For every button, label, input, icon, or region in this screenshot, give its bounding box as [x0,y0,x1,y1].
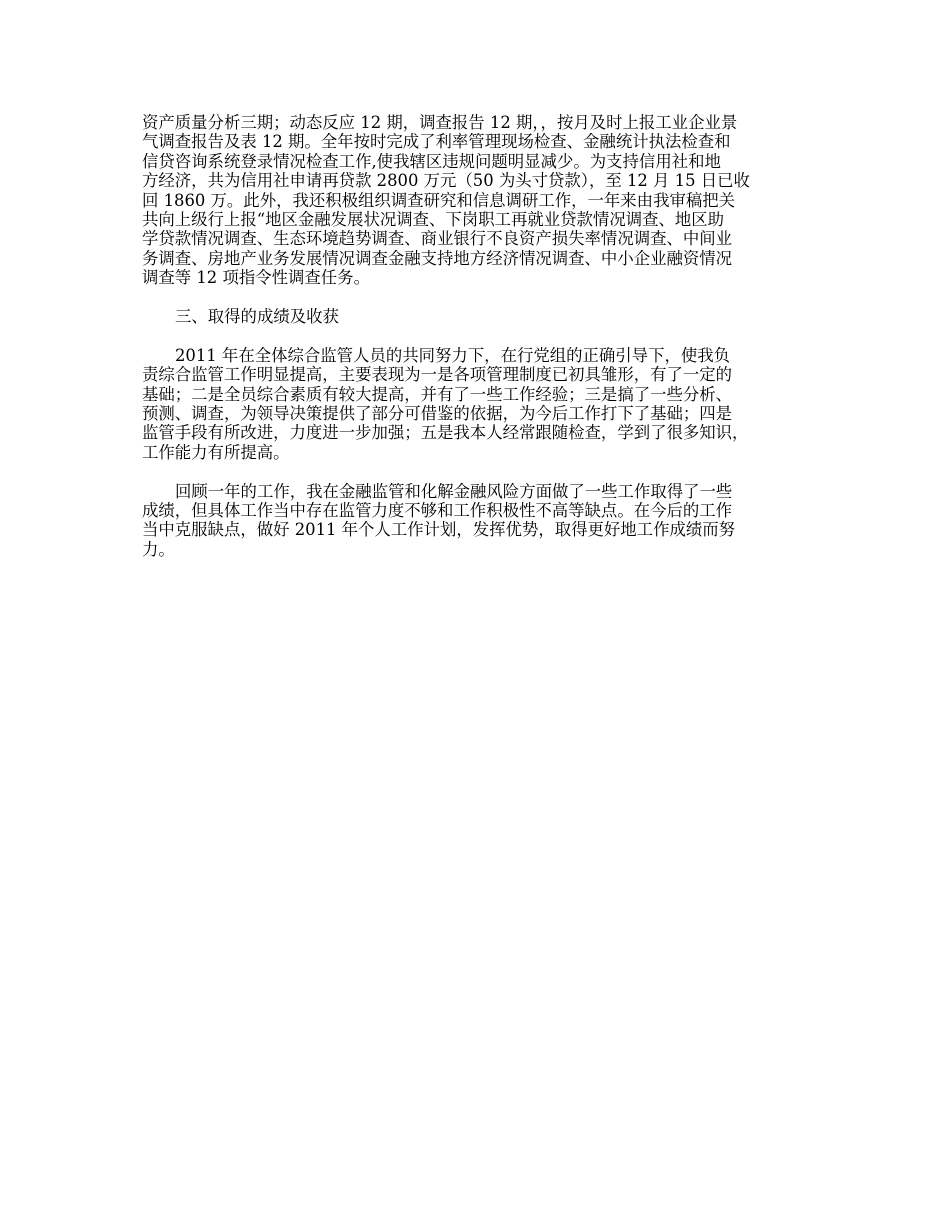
text-line: 成绩，但具体工作当中存在监管力度不够和工作积极性不高等缺点。在今后的工作 [142,501,733,521]
paragraph-spacer [142,326,822,345]
paragraph-spacer [142,462,822,481]
paragraph-achievements [142,346,822,462]
section-heading [142,307,822,326]
text-line: 基础；二是全员综合素质有较大提高，并有了一些工作经验；三是搞了一些分析、 [142,384,733,404]
text-line: 工作能力有所提高。 [142,442,290,462]
document-body [142,113,822,559]
text-line: 务调查、房地产业务发展情况调查金融支持地方经济情况调查、中小企业融资情况 [142,248,733,268]
text-line: 共向上级行上报“地区金融发展状况调查、下岗职工再就业贷款情况调查、地区助 [142,210,725,230]
text-line: 气调查报告及表 12 期。全年按时完成了利率管理现场检查、金融统计执法检查和 [142,132,731,152]
text-line: 预测、调查，为领导决策提供了部分可借鉴的依据，为今后工作打下了基础；四是 [142,404,733,424]
text-line: 当中克服缺点，做好 2011 年个人工作计划，发挥优势，取得更好地工作成绩而努 [142,520,736,540]
text-line: 回顾一年的工作，我在金融监管和化解金融风险方面做了一些工作取得了一些 [175,481,733,501]
text-line: 监管手段有所改进，力度进一步加强；五是我本人经常跟随检查，学到了很多知识， [142,423,749,443]
text-line: 责综合监管工作明显提高，主要表现为一是各项管理制度已初具雏形，有了一定的 [142,365,733,385]
text-line: 资产质量分析三期；动态反应 12 期，调查报告 12 期，，按月及时上报工业企业景 [142,113,738,132]
text-line: 学贷款情况调查、生态环境趋势调查、商业银行不良资产损失率情况调查、中间业 [142,229,733,249]
paragraph-work-summary [142,113,822,288]
text-line: 方经济，共为信用社申请再贷款 2800 万元（50 为头寸贷款），至 12 月 15 日已收 [142,171,750,191]
paragraph-review [142,482,822,560]
text-line: 信贷咨询系统登录情况检查工作,使我辖区违规问题明显减少。为支持信用社和地 [142,151,721,171]
section-heading-text: 三、取得的成绩及收获 [175,307,339,327]
text-line: 力。 [142,539,175,559]
text-line: 回 1860 万。此外，我还积极组织调查研究和信息调研工作，一年来由我审稿把关 [142,190,736,210]
text-line: 2011 年在全体综合监管人员的共同努力下，在行党组的正确引导下，使我负 [175,345,731,365]
paragraph-spacer [142,288,822,307]
text-line: 调查等 12 项指令性调查任务。 [142,268,370,288]
